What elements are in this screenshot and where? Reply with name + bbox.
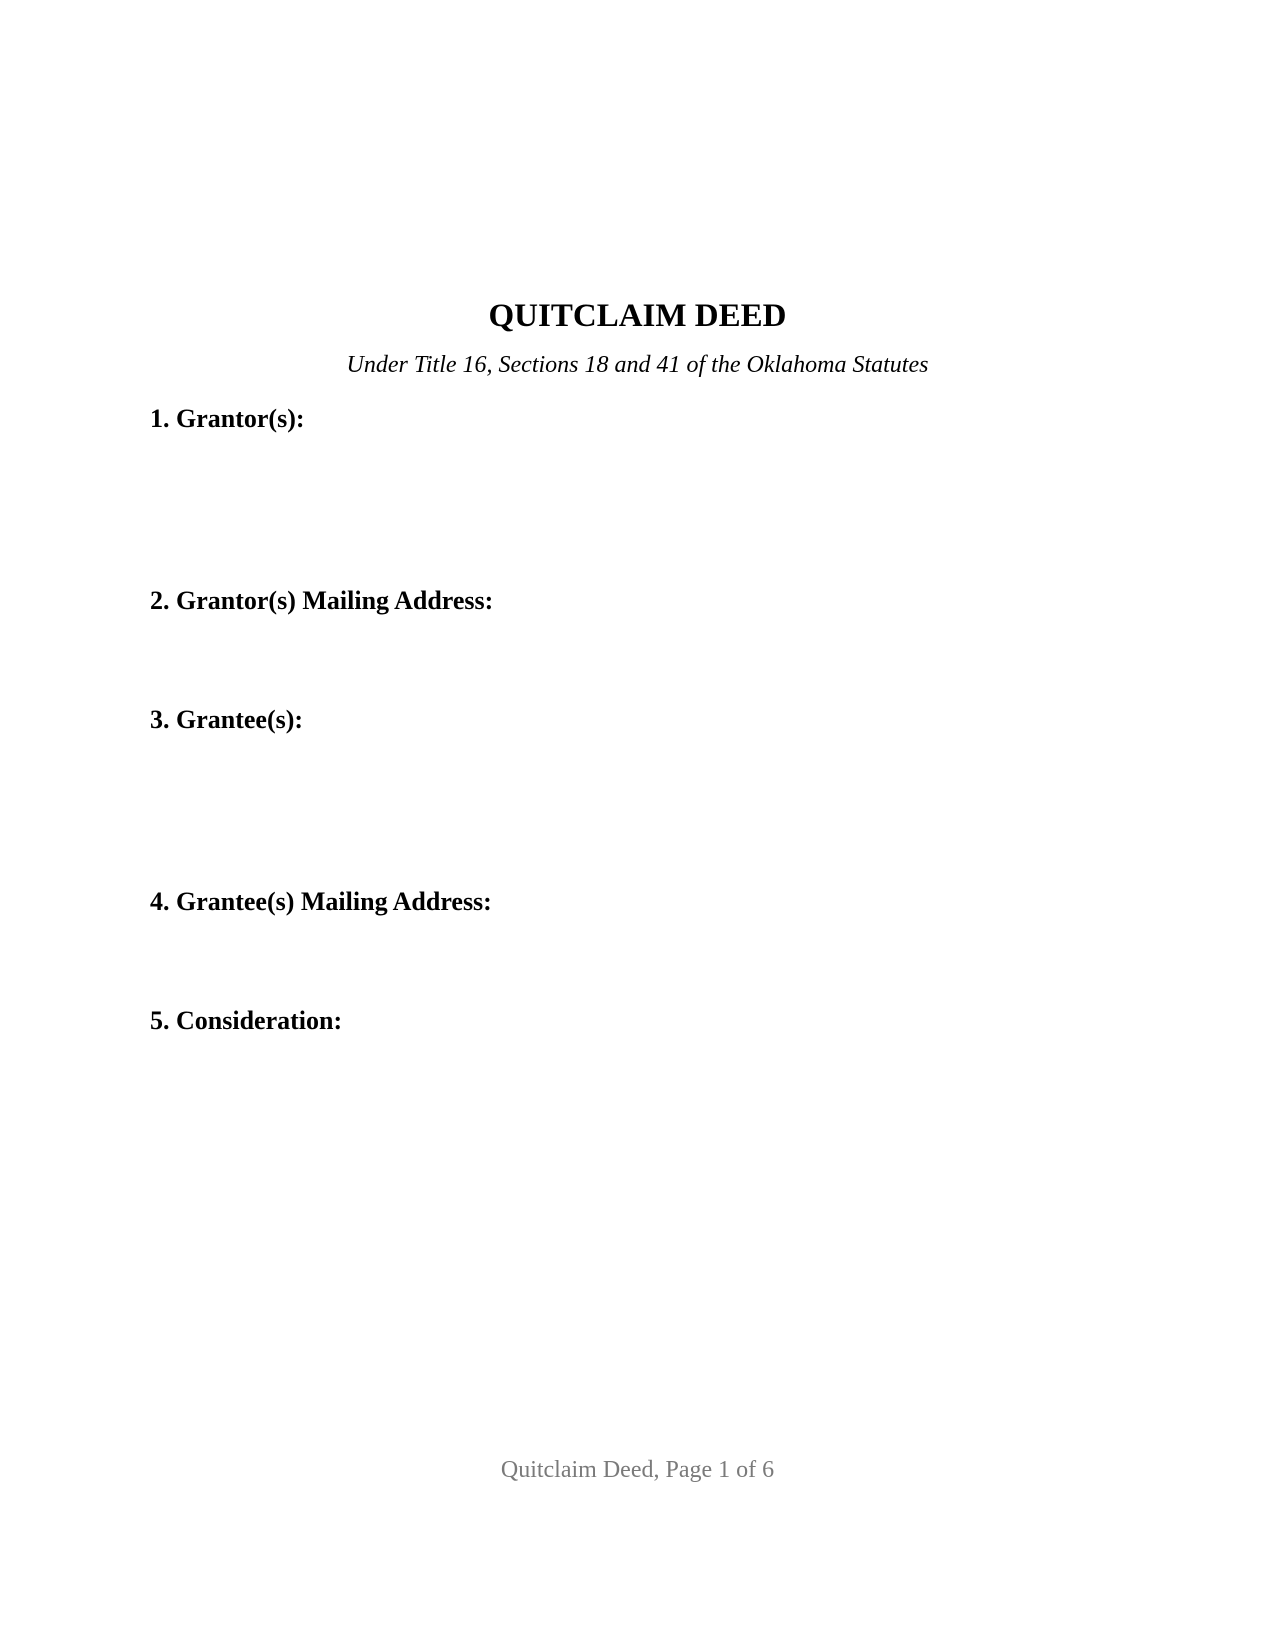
grantor-label: 1. Grantor(s): (150, 404, 305, 433)
grantee-label: 3. Grantee(s): (150, 705, 304, 734)
consideration-label: 5. Consideration: (150, 1006, 343, 1035)
grantor-mailing-address-label: 2. Grantor(s) Mailing Address: (150, 586, 494, 615)
document-title: QUITCLAIM DEED (488, 298, 787, 334)
document-subtitle: Under Title 16, Sections 18 and 41 of the Oklahoma Statutes (346, 352, 929, 378)
grantee-mailing-address-label: 4. Grantee(s) Mailing Address: (150, 887, 492, 916)
page-footer: Quitclaim Deed, Page 1 of 6 (500, 1457, 775, 1483)
